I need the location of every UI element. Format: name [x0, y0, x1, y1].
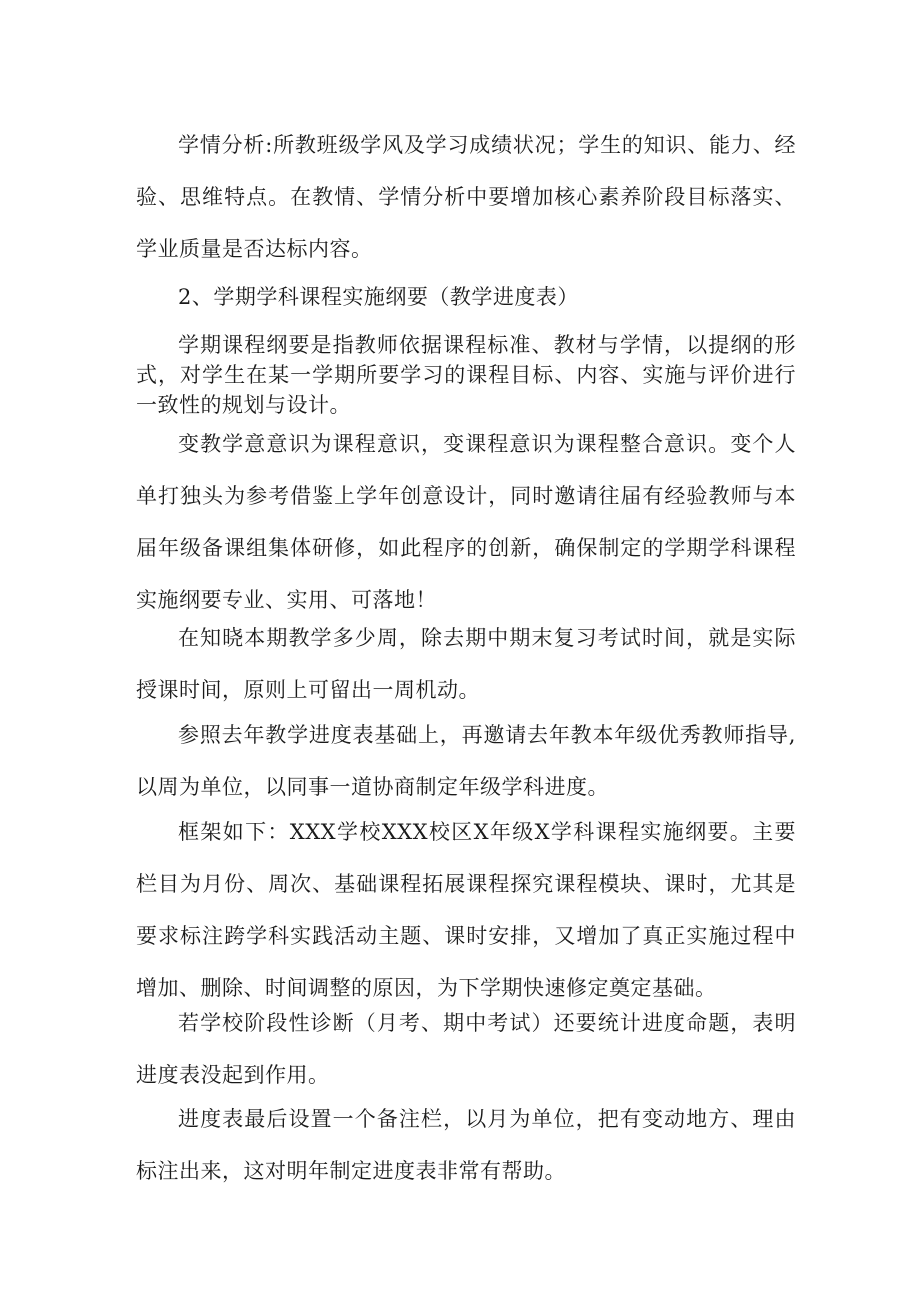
- section-heading-2: 2、学期学科课程实施纲要（教学进度表）: [178, 285, 579, 309]
- paragraph-course-outline-definition: 学期课程纲要是指教师依据课程标准、教材与学情，以提纲的形式，对学生在某一学期所要学习的课程目标、内容、实施与评价进行一致性的规划与设计。: [136, 333, 796, 417]
- paragraph-reference-last-year: 参照去年教学进度表基础上，再邀请去年教本年级优秀教师指导,以周为单位，以同事一道协商制定年级学科进度。: [136, 723, 796, 799]
- paragraph-learning-analysis: 学情分析:所教班级学风及学习成绩状况；学生的知识、能力、经验、思维特点。在教情、学情分析中要增加核心素养阶段目标落实、学业质量是否达标内容。: [136, 133, 796, 261]
- paragraph-teaching-weeks: 在知晓本期教学多少周，除去期中期末复习考试时间，就是实际授课时间，原则上可留出一周机动。: [136, 626, 796, 702]
- paragraph-stage-diagnosis: 若学校阶段性诊断（月考、期中考试）还要统计进度命题，表明进度表没起到作用。: [136, 1011, 796, 1087]
- paragraph-remarks-column: 进度表最后设置一个备注栏，以月为单位，把有变动地方、理由标注出来，这对明年制定进度表非常有帮助。: [136, 1107, 796, 1183]
- paragraph-course-awareness: 变教学意意识为课程意识，变课程意识为课程整合意识。变个人单打独头为参考借鉴上学年创意设计，同时邀请往届有经验教师与本届年级备课组集体研修，如此程序的创新，确保制定的学期学科课程实施纲要专业、实用、可落地！: [136, 432, 796, 612]
- paragraph-framework: 框架如下：XXX学校XXX校区X年级X学科课程实施纲要。主要栏目为月份、周次、基础课程拓展课程探究课程模块、课时，尤其是要求标注跨学科实践活动主题、课时安排，又增加了真正实施过程中增加、删除、时间调整的原因，为下学期快速修定奠定基础。: [136, 820, 796, 1000]
